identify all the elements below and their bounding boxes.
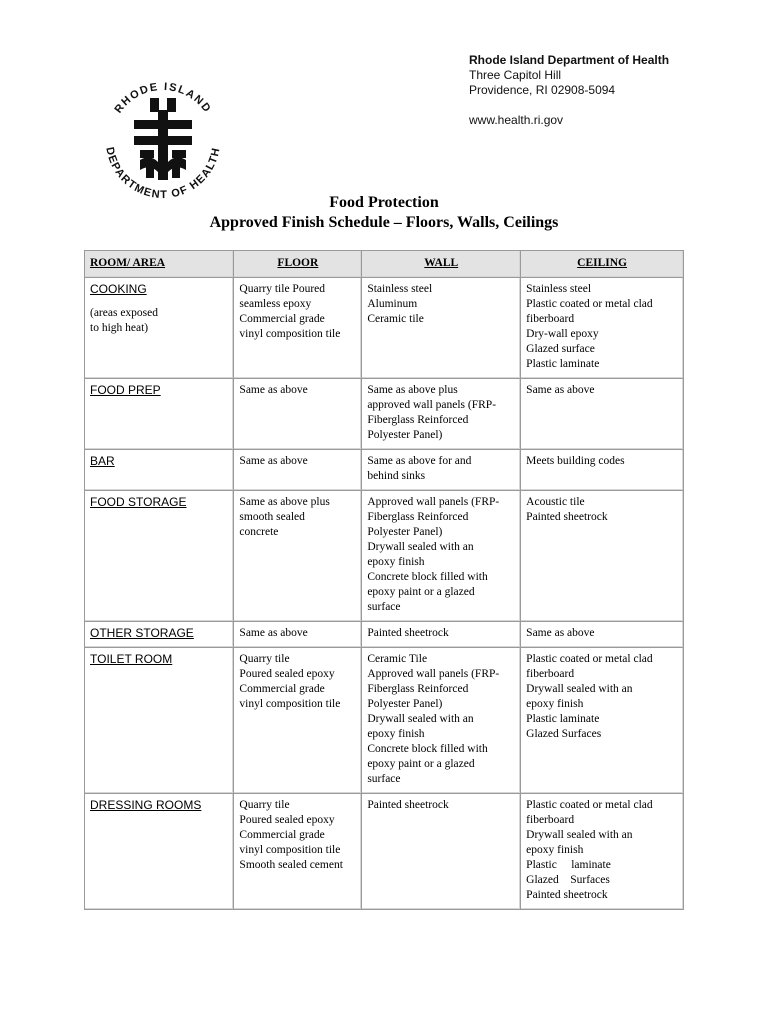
- ceiling-cell-line: Plastic laminate: [526, 859, 611, 871]
- wall-cell-line: Same as above for and: [367, 455, 472, 467]
- wall-cell: [362, 648, 521, 794]
- ceiling-cell-line: Painted sheetrock: [526, 511, 608, 523]
- room-name: COOKING: [90, 282, 147, 296]
- room-name: DRESSING ROOMS: [90, 798, 202, 812]
- wall-cell: [362, 278, 521, 379]
- floor-cell-line: Poured sealed epoxy: [239, 814, 335, 826]
- wall-cell-line: epoxy paint or a glazed: [367, 758, 475, 770]
- floor-cell-line: Same as above: [239, 384, 308, 396]
- room-name: FOOD PREP: [90, 383, 161, 397]
- wall-cell-line: Aluminum: [367, 298, 418, 310]
- floor-cell-line: Quarry tile: [239, 653, 290, 665]
- wall-cell-line: behind sinks: [367, 470, 426, 482]
- table-row: [85, 794, 684, 910]
- wall-cell: [362, 794, 521, 910]
- ceiling-cell-line: Plastic laminate: [526, 713, 600, 725]
- ceiling-cell-line: fiberboard: [526, 814, 575, 826]
- floor-cell: [234, 379, 362, 450]
- document-subtitle: Approved Finish Schedule – Floors, Walls, Ceilings: [209, 214, 559, 231]
- floor-cell-line: Same as above: [239, 455, 308, 467]
- department-contact-block: [469, 53, 759, 128]
- wall-cell-line: Drywall sealed with an: [367, 713, 474, 725]
- wall-cell-line: Approved wall panels (FRP-: [367, 496, 500, 508]
- address-line-2: Providence, RI 02908-5094: [469, 83, 616, 97]
- wall-cell-line: Concrete block filled with: [367, 743, 488, 755]
- wall-cell-line: Concrete block filled with: [367, 571, 488, 583]
- floor-cell: [234, 648, 362, 794]
- ceiling-cell-line: Acoustic tile: [526, 496, 585, 508]
- room-area-cell: [85, 491, 234, 622]
- room-area-cell: [85, 450, 234, 491]
- room-note-line: (areas exposed: [90, 307, 159, 319]
- wall-cell-line: epoxy finish: [367, 728, 425, 740]
- department-seal-logo: [96, 74, 230, 208]
- ceiling-cell: [521, 450, 684, 491]
- room-name: BAR: [90, 454, 115, 468]
- wall-cell-line: Polyester Panel): [367, 526, 443, 538]
- floor-cell-line: Commercial grade: [239, 313, 325, 325]
- floor-cell-line: vinyl composition tile: [239, 328, 341, 340]
- org-name: Rhode Island Department of Health: [469, 53, 670, 67]
- room-name: TOILET ROOM: [90, 652, 173, 666]
- ceiling-cell: [521, 622, 684, 648]
- ceiling-cell-line: Glazed Surfaces: [526, 728, 602, 740]
- floor-cell: [234, 450, 362, 491]
- floor-cell-line: concrete: [239, 526, 279, 538]
- room-note: [90, 306, 228, 336]
- ceiling-cell-line: epoxy finish: [526, 698, 584, 710]
- wall-cell-line: surface: [367, 773, 401, 785]
- table-row: [85, 450, 684, 491]
- room-area-cell: [85, 794, 234, 910]
- room-area-cell: [85, 379, 234, 450]
- wall-cell-line: epoxy finish: [367, 556, 425, 568]
- floor-cell-line: Commercial grade: [239, 829, 325, 841]
- wall-cell: [362, 491, 521, 622]
- floor-cell-line: Commercial grade: [239, 683, 325, 695]
- room-area-cell: [85, 278, 234, 379]
- ceiling-cell-line: Meets building codes: [526, 455, 625, 467]
- ceiling-cell-line: Stainless steel: [526, 283, 592, 295]
- floor-cell: [234, 278, 362, 379]
- ceiling-cell-line: Glazed surface: [526, 343, 595, 355]
- seal-emblem: [134, 98, 192, 180]
- document-title: Food Protection: [329, 194, 439, 211]
- table-header-row: [85, 251, 684, 278]
- header-room-area: ROOM/ AREA: [85, 251, 234, 278]
- floor-cell-line: Smooth sealed cement: [239, 859, 343, 871]
- seal-arc-top-text: RHODE ISLAND: [112, 80, 214, 116]
- floor-cell: [234, 794, 362, 910]
- wall-cell-line: Stainless steel: [367, 283, 433, 295]
- floor-cell-line: Quarry tile: [239, 799, 290, 811]
- ceiling-cell-line: Plastic coated or metal clad: [526, 799, 653, 811]
- room-area-cell: [85, 622, 234, 648]
- wall-cell: [362, 450, 521, 491]
- wall-cell-line: Same as above plus: [367, 384, 458, 396]
- room-area-cell: [85, 648, 234, 794]
- wall-cell-line: Painted sheetrock: [367, 799, 449, 811]
- header-floor: FLOOR: [234, 251, 362, 278]
- website-link[interactable]: www.health.ri.gov: [469, 113, 564, 127]
- ceiling-cell-line: Plastic laminate: [526, 358, 600, 370]
- ceiling-cell-line: Glazed Surfaces: [526, 874, 610, 886]
- wall-cell-line: epoxy paint or a glazed: [367, 586, 475, 598]
- ceiling-cell-line: fiberboard: [526, 313, 575, 325]
- ceiling-cell-line: Painted sheetrock: [526, 889, 608, 901]
- ceiling-cell-line: Same as above: [526, 384, 595, 396]
- ceiling-cell: [521, 648, 684, 794]
- finish-schedule-table: [84, 250, 684, 910]
- room-name: FOOD STORAGE: [90, 495, 187, 509]
- floor-cell: [234, 622, 362, 648]
- wall-cell-line: Painted sheetrock: [367, 627, 449, 639]
- wall-cell-line: Approved wall panels (FRP-: [367, 668, 500, 680]
- wall-cell-line: surface: [367, 601, 401, 613]
- wall-cell-line: Fiberglass Reinforced: [367, 683, 469, 695]
- table-row: [85, 278, 684, 379]
- floor-cell-line: smooth sealed: [239, 511, 305, 523]
- floor-cell-line: Same as above: [239, 627, 308, 639]
- table-row: [85, 491, 684, 622]
- table-row: [85, 648, 684, 794]
- ceiling-cell-line: Dry-wall epoxy: [526, 328, 599, 340]
- header-wall: WALL: [362, 251, 521, 278]
- ceiling-cell-line: Drywall sealed with an: [526, 683, 633, 695]
- document-title-block: [0, 193, 768, 233]
- ceiling-cell-line: Plastic coated or metal clad: [526, 653, 653, 665]
- wall-cell: [362, 622, 521, 648]
- ceiling-cell-line: Drywall sealed with an: [526, 829, 633, 841]
- floor-cell-line: vinyl composition tile: [239, 698, 341, 710]
- floor-cell-line: Poured sealed epoxy: [239, 668, 335, 680]
- wall-cell-line: Fiberglass Reinforced: [367, 511, 469, 523]
- room-name: OTHER STORAGE: [90, 626, 194, 640]
- ceiling-cell-line: Same as above: [526, 627, 595, 639]
- wall-cell-line: approved wall panels (FRP-: [367, 399, 497, 411]
- wall-cell-line: Fiberglass Reinforced: [367, 414, 469, 426]
- room-note-line: to high heat): [90, 322, 149, 334]
- table-row: [85, 622, 684, 648]
- ceiling-cell-line: epoxy finish: [526, 844, 584, 856]
- wall-cell-line: Polyester Panel): [367, 698, 443, 710]
- ceiling-cell: [521, 794, 684, 910]
- floor-cell-line: Same as above plus: [239, 496, 330, 508]
- wall-cell-line: Polyester Panel): [367, 429, 443, 441]
- floor-cell-line: Quarry tile Poured: [239, 283, 326, 295]
- address-line-1: Three Capitol Hill: [469, 68, 562, 82]
- wall-cell-line: Drywall sealed with an: [367, 541, 474, 553]
- wall-cell-line: Ceramic tile: [367, 313, 424, 325]
- ceiling-cell-line: fiberboard: [526, 668, 575, 680]
- floor-cell: [234, 491, 362, 622]
- ceiling-cell: [521, 491, 684, 622]
- wall-cell-line: Ceramic Tile: [367, 653, 428, 665]
- floor-cell-line: seamless epoxy: [239, 298, 312, 310]
- wall-cell: [362, 379, 521, 450]
- ceiling-cell-line: Plastic coated or metal clad: [526, 298, 653, 310]
- ceiling-cell: [521, 379, 684, 450]
- table-row: [85, 379, 684, 450]
- seal-arc-bottom-text: DEPARTMENT OF HEALTH: [103, 146, 223, 202]
- header-ceiling: CEILING: [521, 251, 684, 278]
- floor-cell-line: vinyl composition tile: [239, 844, 341, 856]
- ceiling-cell: [521, 278, 684, 379]
